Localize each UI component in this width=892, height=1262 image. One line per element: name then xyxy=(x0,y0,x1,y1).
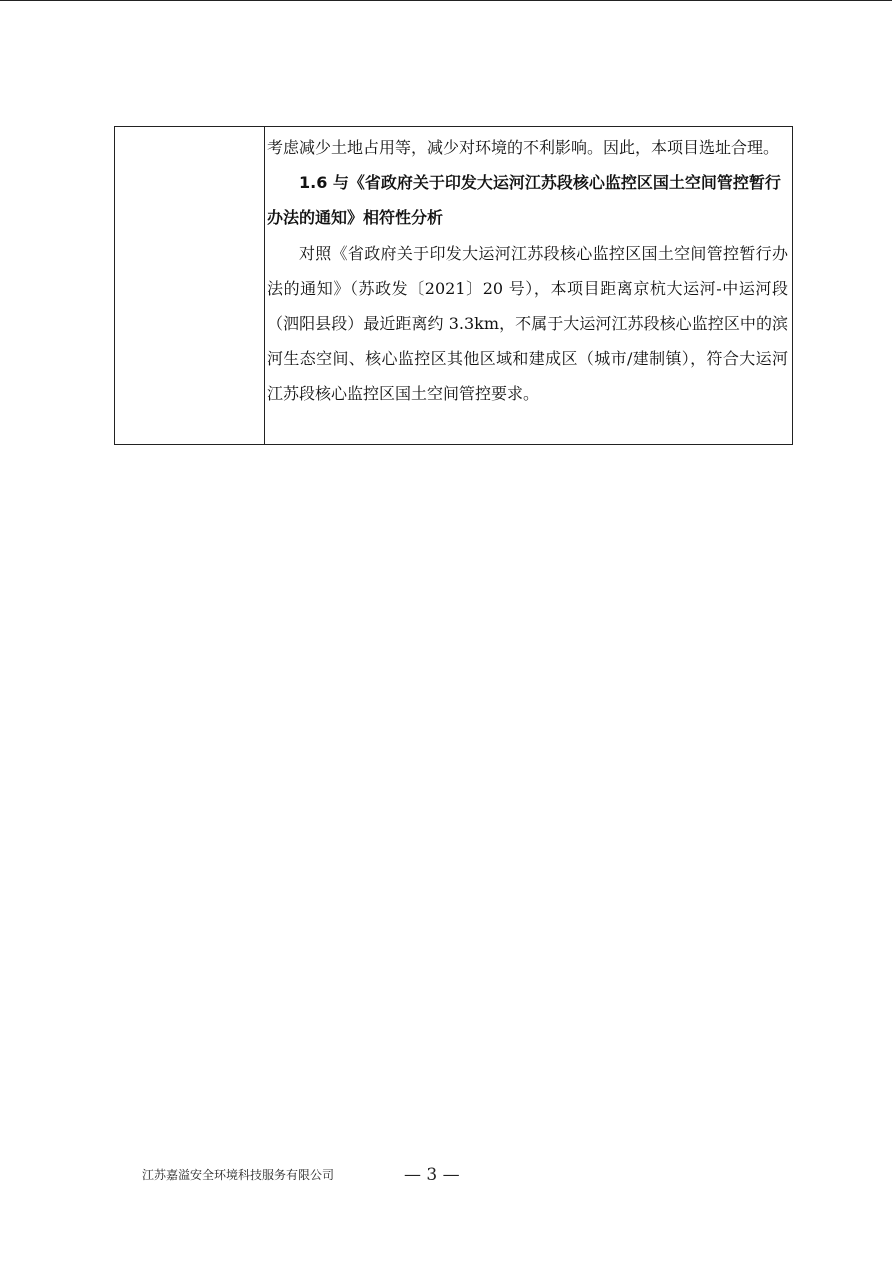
paragraph-site-selection: 考虑减少土地占用等，减少对环境的不利影响。因此，本项目选址合理。 xyxy=(267,138,780,157)
content-table xyxy=(114,126,793,445)
table-content-cell xyxy=(265,127,792,444)
page-footer xyxy=(142,1163,642,1193)
paragraph-compliance-analysis: 对照《省政府关于印发大运河江苏段核心监控区国土空间管控暂行办法的通知》（苏政发〔2021〕20 号），本项目距离京杭大运河-中运河段（泗阳县段）最近距离约 3.3km，不属于大运河江苏段核心监控区中的滨河生态空间、核心监控区其他区域和建成区（城市/建制镇），符合大运河江苏段核心监控区国土空间管控要求。 xyxy=(267,243,788,404)
section-heading: 1.6 与《省政府关于印发大运河江苏段核心监控区国土空间管控暂行办法的通知》相符性分析 xyxy=(267,173,781,228)
top-border-line xyxy=(0,0,892,1)
company-name: 江苏嘉溢安全环境科技服务有限公司 xyxy=(142,1168,335,1182)
page-number: — 3 — xyxy=(404,1165,460,1185)
table-label-cell xyxy=(115,127,265,444)
